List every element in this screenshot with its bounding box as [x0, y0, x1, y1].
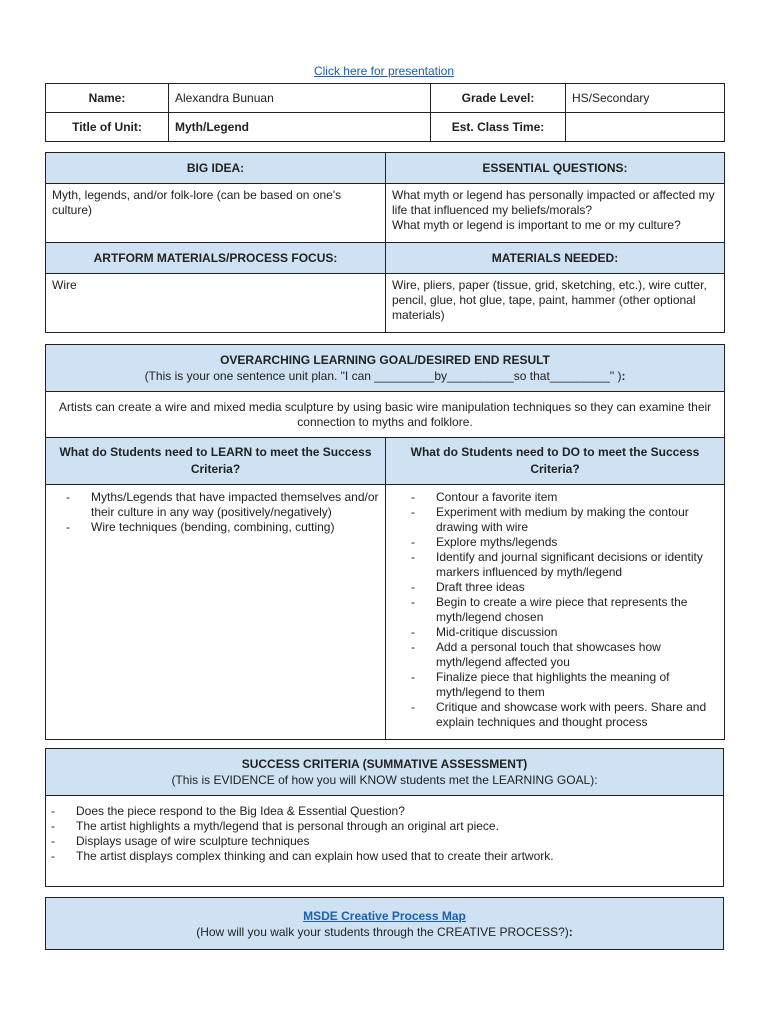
- process-map-header: [46, 898, 724, 950]
- process-map-subtitle-text: (How will you walk your students through the CREATIVE PROCESS?): [196, 924, 569, 939]
- learn-header: What do Students need to LEARN to meet the Success Criteria?: [46, 438, 386, 485]
- process-map-subtitle-colon: :: [568, 924, 573, 939]
- do-item: - Experiment with medium by making the contour drawing with wire: [391, 505, 718, 535]
- do-cell: [386, 485, 725, 740]
- grade-level-value: HS/Secondary: [566, 84, 725, 113]
- essential-question-1: What myth or legend has personally impacted or affected my life that influenced my beliefs/morals?: [392, 188, 715, 217]
- do-item: - Contour a favorite item: [391, 490, 718, 505]
- success-criteria-cell: [46, 796, 724, 887]
- do-item: - Identify and journal significant decisions or identity markers influenced by myth/legend: [391, 550, 718, 580]
- do-item: - Critique and showcase work with peers. Share and explain techniques and thought process: [391, 700, 718, 730]
- do-list: [391, 490, 718, 730]
- big-idea-header: BIG IDEA:: [46, 153, 386, 184]
- learn-item: - Wire techniques (bending, combining, cutting): [46, 520, 385, 535]
- learn-cell: [46, 485, 386, 740]
- unit-title-value: Myth/Legend: [169, 113, 431, 142]
- do-item: - Draft three ideas: [391, 580, 718, 595]
- presentation-link[interactable]: Click here for presentation: [313, 64, 455, 78]
- name-value: Alexandra Bunuan: [169, 84, 431, 113]
- big-idea-text: Myth, legends, and/or folk-lore (can be based on one's culture): [46, 184, 386, 243]
- success-criteria-list: [31, 804, 723, 864]
- essential-questions-cell: [386, 184, 725, 243]
- presentation-link-row: [0, 64, 768, 78]
- do-header: What do Students need to DO to meet the Success Criteria?: [386, 438, 725, 485]
- success-criteria-header: [46, 749, 724, 796]
- essential-question-2: What myth or legend is important to me or my culture?: [392, 218, 681, 232]
- process-map-subtitle: [46, 924, 723, 940]
- process-map-link[interactable]: MSDE Creative Process Map: [303, 908, 466, 923]
- learning-goal-subtitle-text: (This is your one sentence unit plan. "I can _________by__________so that_________" ): [144, 369, 622, 383]
- learning-goal-subtitle-colon: :: [621, 369, 626, 383]
- success-criteria-item: - Does the piece respond to the Big Idea & Essential Question?: [31, 804, 723, 819]
- do-item: - Begin to create a wire piece that represents the myth/legend chosen: [391, 595, 718, 625]
- success-criteria-title: SUCCESS CRITERIA (SUMMATIVE ASSESSMENT): [241, 757, 528, 771]
- process-map-table: [45, 897, 724, 950]
- class-time-value: [566, 113, 725, 142]
- learning-goal-header: [46, 345, 725, 392]
- success-criteria-item: - Displays usage of wire sculpture techniques: [31, 834, 723, 849]
- do-item: - Add a personal touch that showcases how myth/legend affected you: [391, 640, 718, 670]
- learning-goal-statement: Artists can create a wire and mixed media sculpture by using basic wire manipulation techniques so they can examine their connection to myths and folklore.: [46, 392, 725, 438]
- do-item: - Explore myths/legends: [391, 535, 718, 550]
- learn-item: - Myths/Legends that have impacted themselves and/or their culture in any way (positively/negatively): [46, 490, 385, 520]
- learning-goal-title: OVERARCHING LEARNING GOAL/DESIRED END RESULT: [220, 353, 550, 367]
- materials-header: MATERIALS NEEDED:: [386, 243, 725, 274]
- learn-list: [46, 490, 385, 535]
- info-table: [45, 83, 725, 142]
- name-label: Name:: [46, 84, 169, 113]
- grade-level-label: Grade Level:: [431, 84, 566, 113]
- do-item: - Finalize piece that highlights the meaning of myth/legend to them: [391, 670, 718, 700]
- success-criteria-table: [45, 748, 724, 887]
- success-criteria-item: - The artist highlights a myth/legend that is personal through an original art piece.: [31, 819, 723, 834]
- big-idea-table: [45, 152, 725, 333]
- success-criteria-item: - The artist displays complex thinking and can explain how used that to create their artwork.: [31, 849, 723, 864]
- learning-goal-table: [45, 344, 725, 740]
- class-time-label: Est. Class Time:: [431, 113, 566, 142]
- essential-questions-header: ESSENTIAL QUESTIONS:: [386, 153, 725, 184]
- do-item: - Mid-critique discussion: [391, 625, 718, 640]
- success-criteria-subtitle: (This is EVIDENCE of how you will KNOW students met the LEARNING GOAL):: [171, 773, 598, 787]
- materials-text: Wire, pliers, paper (tissue, grid, sketching, etc.), wire cutter, pencil, glue, hot glue, tape, paint, hammer (other optional materials): [386, 274, 725, 333]
- artform-text: Wire: [46, 274, 386, 333]
- unit-title-label: Title of Unit:: [46, 113, 169, 142]
- learning-goal-subtitle: [46, 368, 724, 384]
- artform-header: ARTFORM MATERIALS/PROCESS FOCUS:: [46, 243, 386, 274]
